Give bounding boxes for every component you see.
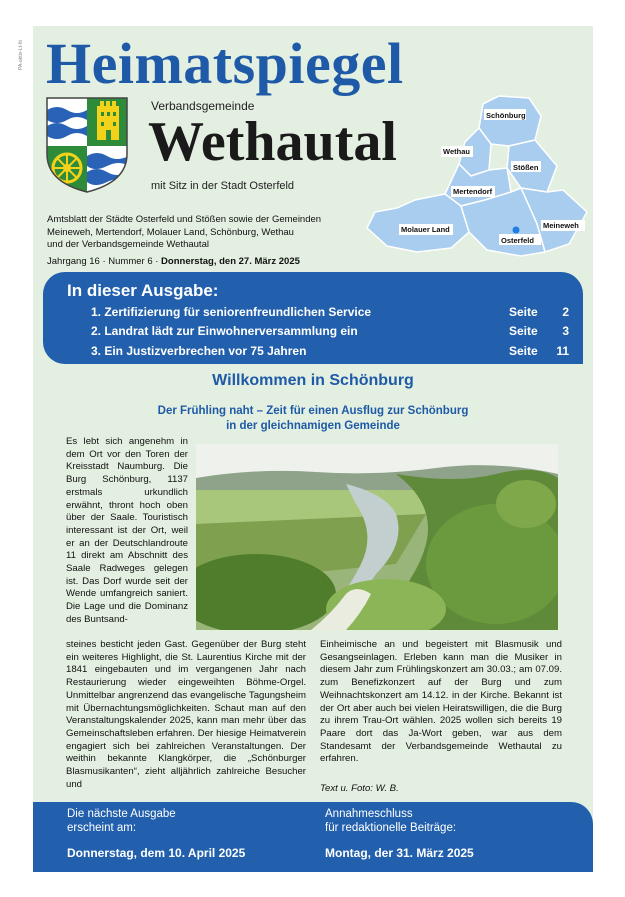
masthead-title: Heimatspiegel: [46, 31, 404, 96]
newspaper-page: [33, 26, 593, 872]
footer-info: [33, 802, 593, 872]
verbandsgemeinde-label: Verbandsgemeinde: [151, 99, 255, 113]
deadline-label: Annahmeschluss für redaktionelle Beiträge:: [325, 808, 457, 834]
landscape-photo: [196, 444, 558, 630]
map-label-schoenburg: Schönburg: [486, 111, 526, 120]
article-text-column-2: Einheimische an und begeistert mit Blasmusik und Gesangseinlagen. Erleben kann man die Musiker in diesem Jahr zum Frühlingskonzert am 30.03.; am 07.09. zum Benefizkonzert auf der Burg und zum Weihnachtskonzert am 14.12. in der Kirche. Bekannt ist der Ort aber auch bei vielen Heiratswilligen, die die Burg zu ihrem Trau-Ort wählen. 2025 wollen sich bereits 19 Paare dort das Ja-Wort geben, war aus dem Standesamt der Verbandsgemeinde Wethautal zu erfahren.: [320, 639, 562, 765]
toc-item[interactable]: 3. Ein Justizverbrechen vor 75 Jahren: [91, 344, 307, 358]
table-of-contents: [43, 272, 583, 364]
map-label-wethau: Wethau: [443, 147, 470, 156]
issue-line: Jahrgang 16 · Nummer 6 · Donnerstag, den 27. März 2025: [47, 256, 300, 267]
next-issue-date: Donnerstag, dem 10. April 2025: [67, 846, 246, 860]
toc-page: Seite 2: [508, 305, 569, 319]
region-map: [361, 88, 589, 258]
toc-item[interactable]: 2. Landrat lädt zur Einwohnerversammlung ein: [91, 324, 358, 338]
map-label-meineweh: Meineweh: [543, 221, 579, 230]
publication-intro: Amtsblatt der Städte Osterfeld und Stößen sowie der Gemeinden Meineweh, Mertendorf, Molauer Land, Schönburg, Wethau und der Verbandsgemeinde Wethautal: [47, 214, 322, 250]
side-code: PA-aktiv-Lt-fö: [18, 40, 24, 70]
deadline-date: Montag, der 31. März 2025: [325, 846, 474, 860]
next-issue-label: Die nächste Ausgabe erscheint am:: [67, 808, 176, 834]
photo-credit: Text u. Foto: W. B.: [320, 783, 399, 794]
seat-label: mit Sitz in der Stadt Osterfeld: [151, 180, 295, 192]
toc-page: Seite 3: [508, 324, 569, 338]
toc-item[interactable]: 1. Zertifizierung für seniorenfreundlichen Service: [91, 305, 372, 319]
map-region-molauer-land: [367, 194, 469, 252]
issue-date: Donnerstag, den 27. März 2025: [161, 256, 300, 267]
brand-name: Wethautal: [148, 111, 397, 173]
toc-page: Seite 11: [508, 344, 569, 358]
article-text-column-1: steines besticht jeden Gast. Gegenüber der Burg steht ein weiteres Highlight, die St. Laurentius Kirche mit der 1841 eingebauten und im vergangenen Jahr nach Restaurierung wieder eingeweihten Böhme-Orgel. Unmittelbar angrenzend das evangelische Tagungsheim mit Übernachtungsmöglichkeiten. Schaut man auf den Veranstaltungskalender 2025, kann man mehr über das Gemeinschaftsleben erfahren. Der hiesige Heimatverein engagiert sich bei zahlreichen Veranstaltungen. Der weithin bekannte Klangkörper, die „Schönburger Blasmusikanten“, zieht alljährlich zahlreiche Besucher und: [66, 639, 306, 790]
coat-of-arms-icon: [45, 96, 129, 194]
article-text-narrow: Es lebt sich angenehm in dem Ort vor den Toren der Kreisstadt Naumburg. Die Burg Schönburg, 1137 erstmals urkundlich erwähnt, thront hoch oben über der Saale. Touristisch interessant ist der Ort, weil er an der Deutschlandroute 11 direkt am Abschnitt des Saale Radweges gelegen ist. Das Dorf wurde seit der Wende umfangreich saniert. Die Lage und die Dominanz des Buntsand-: [66, 436, 188, 625]
map-region-schoenburg: [479, 96, 541, 146]
article-headline: Willkommen in Schönburg: [212, 372, 414, 389]
map-label-molauer-land: Molauer Land: [401, 225, 450, 234]
toc-title: In dieser Ausgabe:: [67, 281, 219, 300]
map-label-mertendorf: Mertendorf: [453, 187, 493, 196]
article-subhead: Der Frühling naht – Zeit für einen Ausflug zur Schönburg in der gleichnamigen Gemeinde: [157, 405, 469, 432]
osterfeld-marker-icon: [513, 227, 520, 234]
map-label-osterfeld: Osterfeld: [501, 236, 534, 245]
map-label-stoessen: Stößen: [513, 163, 539, 172]
